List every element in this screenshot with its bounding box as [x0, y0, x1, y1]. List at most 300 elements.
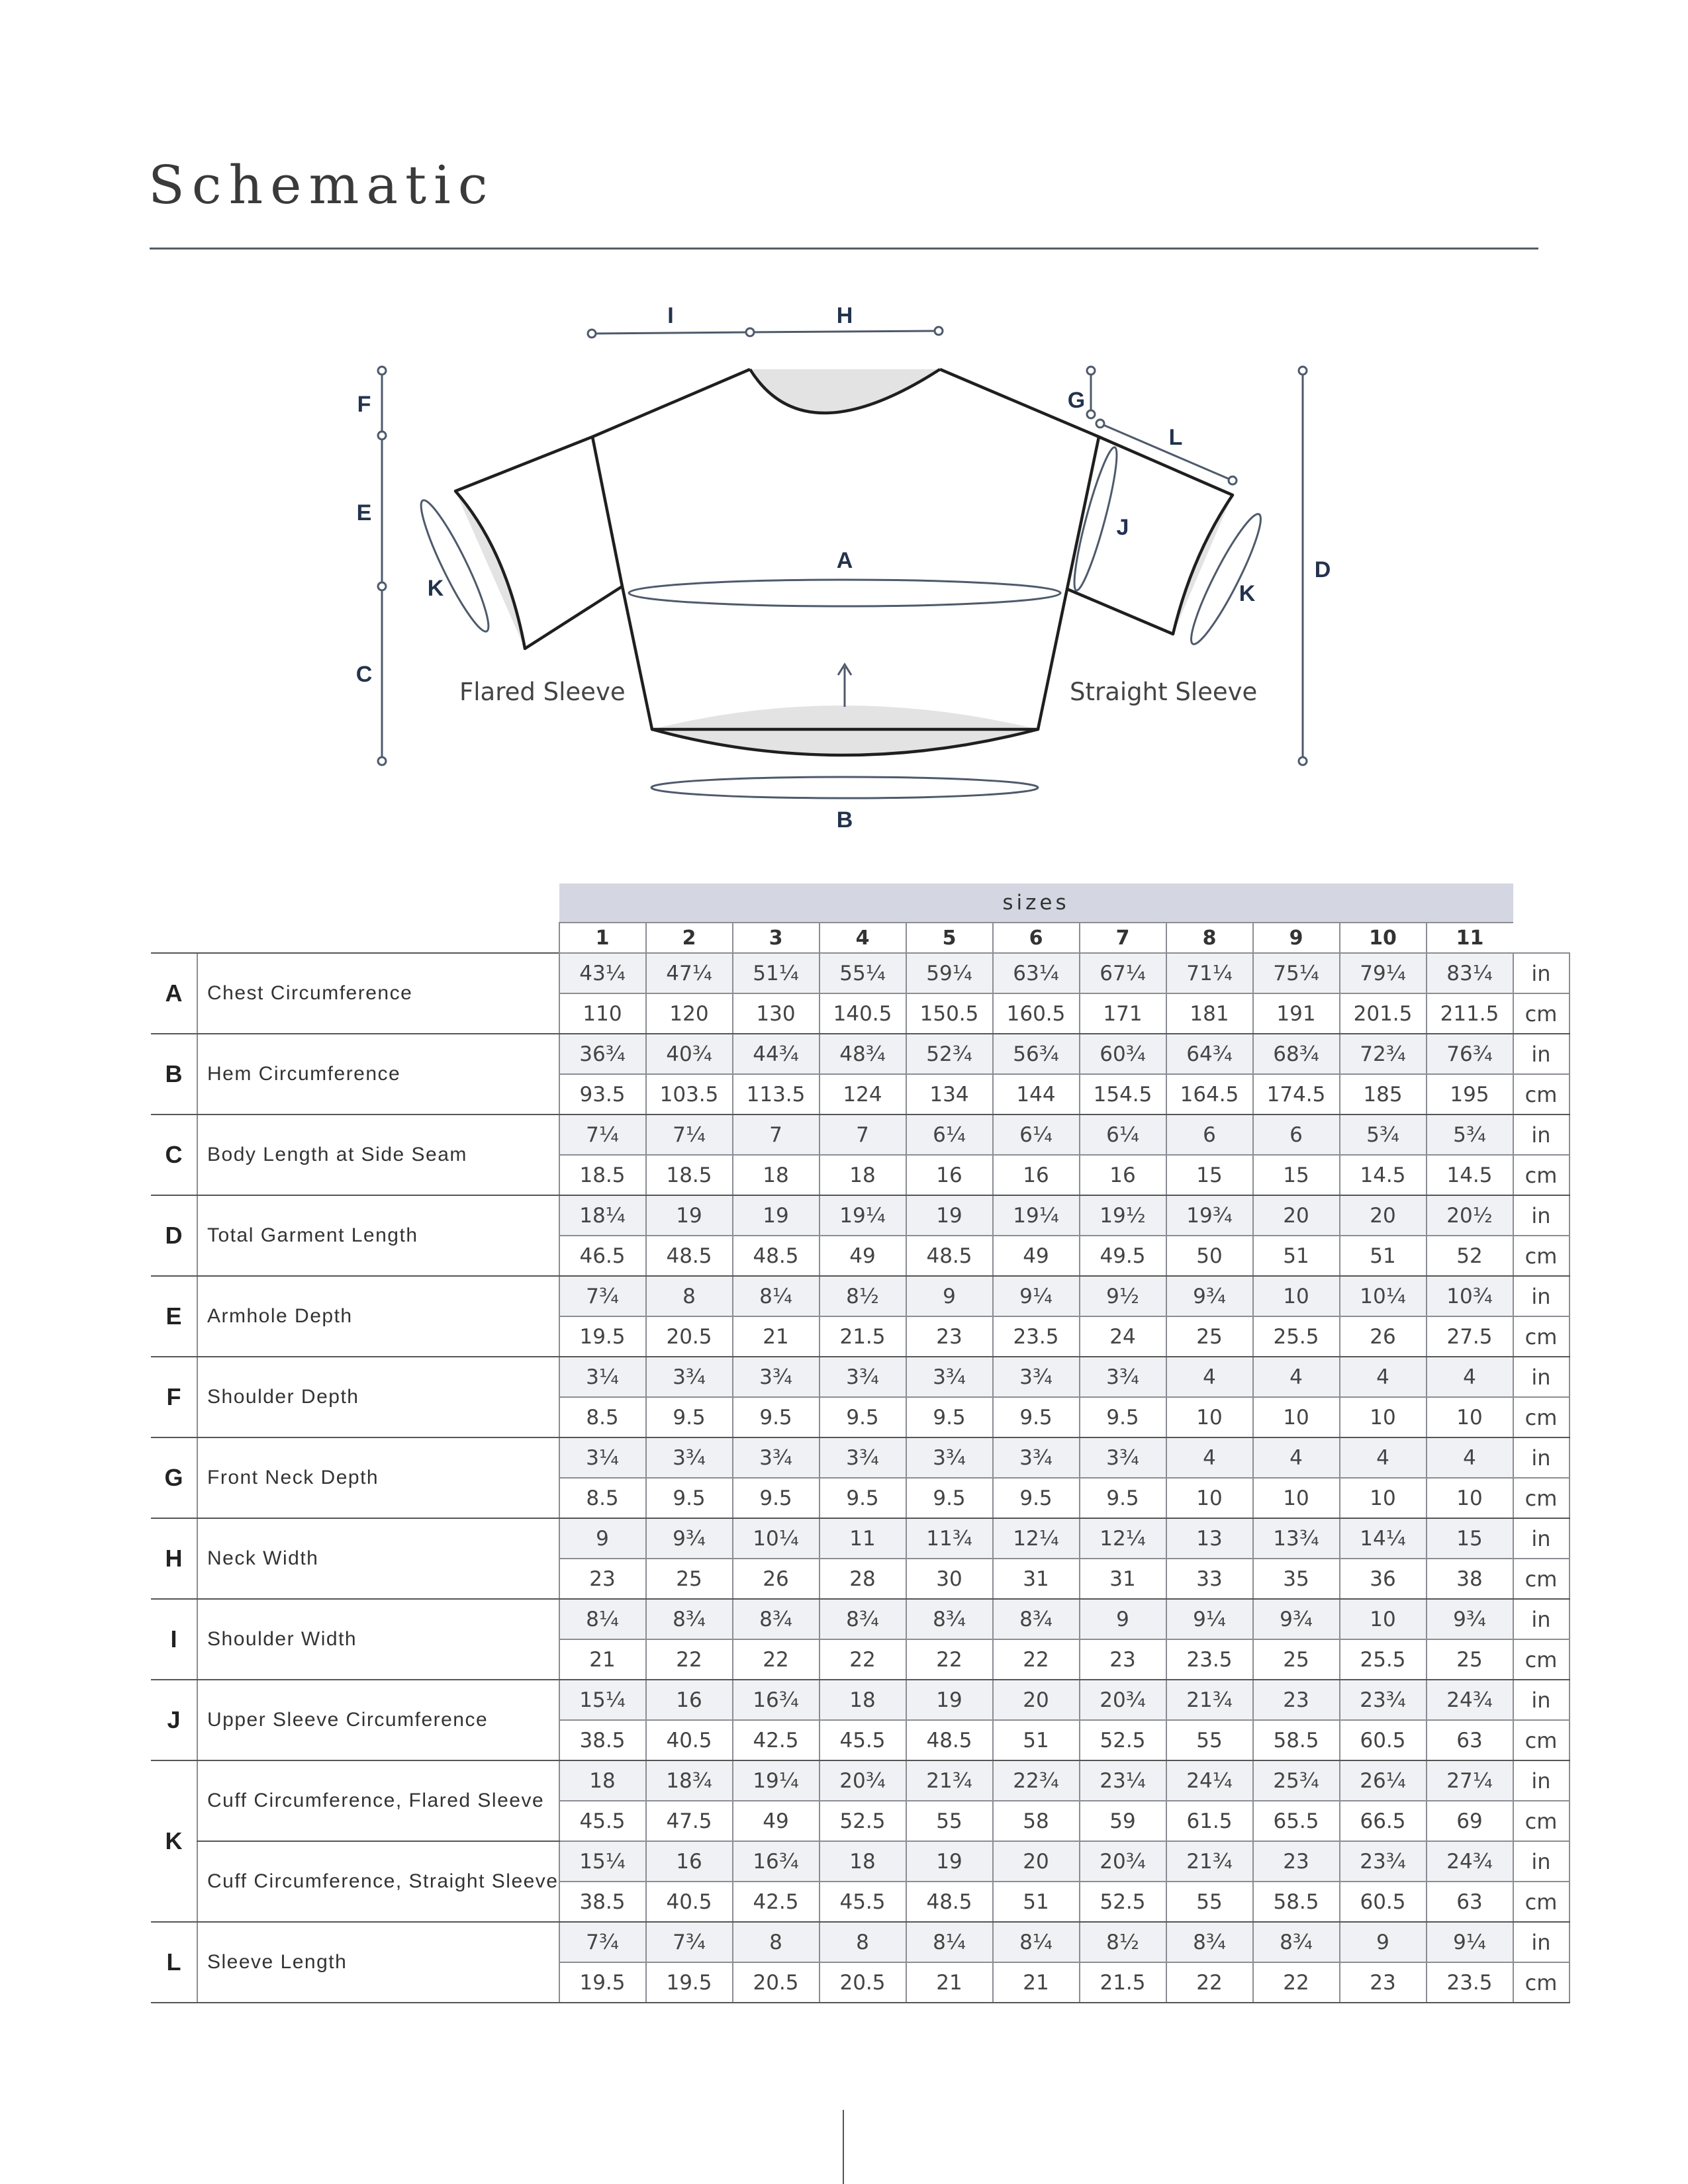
value-in-cell: 51¼ [733, 953, 820, 993]
value-in-cell: 8¾ [1253, 1922, 1340, 1962]
value-in-cell: 13 [1166, 1518, 1253, 1559]
value-in-cell: 3¾ [733, 1357, 820, 1397]
value-in-cell: 8 [820, 1922, 906, 1962]
value-in-cell: 43¼ [559, 953, 646, 993]
value-cm-cell: 50 [1166, 1236, 1253, 1276]
unit-in-label: in [1513, 1922, 1570, 1962]
value-in-cell: 3¾ [820, 1357, 906, 1397]
value-cm-cell: 51 [1340, 1236, 1427, 1276]
value-in-cell: 25¾ [1253, 1760, 1340, 1801]
value-cm-cell: 51 [1253, 1236, 1340, 1276]
value-in-cell: 7¼ [559, 1115, 646, 1155]
value-in-cell: 52¾ [906, 1034, 993, 1074]
value-cm-cell: 22 [820, 1639, 906, 1680]
measurement-letter: K [151, 1760, 197, 1922]
label-b: B [836, 807, 853, 833]
value-in-cell: 16¾ [733, 1680, 820, 1720]
value-in-cell: 9 [906, 1276, 993, 1316]
value-cm-cell: 124 [820, 1074, 906, 1115]
value-cm-cell: 55 [906, 1801, 993, 1841]
value-in-cell: 13¾ [1253, 1518, 1340, 1559]
value-in-cell: 20¾ [820, 1760, 906, 1801]
label-e: E [356, 500, 372, 525]
label-a: A [836, 548, 853, 573]
label-l: L [1168, 425, 1183, 450]
value-cm-cell: 23 [559, 1559, 646, 1599]
value-cm-cell: 9.5 [1080, 1478, 1166, 1518]
label-k-right: K [1239, 581, 1256, 606]
value-in-cell: 24¾ [1427, 1680, 1513, 1720]
value-in-cell: 24¾ [1427, 1841, 1513, 1882]
table-row-in [151, 1922, 1570, 1962]
value-in-cell: 20 [1253, 1195, 1340, 1236]
value-cm-cell: 9.5 [993, 1397, 1080, 1437]
table-row-in [151, 1841, 1570, 1882]
value-cm-cell: 18.5 [646, 1155, 733, 1195]
value-cm-cell: 48.5 [733, 1236, 820, 1276]
measurement-name: Shoulder Width [197, 1599, 559, 1680]
size-header-cell: 3 [733, 923, 820, 953]
table-row-in [151, 1437, 1570, 1478]
sizes-header-row [151, 884, 1570, 923]
value-in-cell: 15¼ [559, 1841, 646, 1882]
value-in-cell: 20 [1340, 1195, 1427, 1236]
value-in-cell: 9¾ [1166, 1276, 1253, 1316]
value-in-cell: 16 [646, 1680, 733, 1720]
unit-in-label: in [1513, 953, 1570, 993]
value-cm-cell: 19.5 [559, 1316, 646, 1357]
value-cm-cell: 10 [1340, 1397, 1427, 1437]
page-title: Schematic [148, 154, 495, 216]
value-cm-cell: 45.5 [820, 1720, 906, 1760]
value-in-cell: 3¾ [1080, 1357, 1166, 1397]
value-cm-cell: 164.5 [1166, 1074, 1253, 1115]
value-in-cell: 19½ [1080, 1195, 1166, 1236]
value-in-cell: 23 [1253, 1680, 1340, 1720]
value-cm-cell: 48.5 [906, 1720, 993, 1760]
table-row-in [151, 1195, 1570, 1236]
value-in-cell: 48¾ [820, 1034, 906, 1074]
value-cm-cell: 160.5 [993, 993, 1080, 1034]
value-cm-cell: 36 [1340, 1559, 1427, 1599]
value-in-cell: 18¾ [646, 1760, 733, 1801]
value-in-cell: 56¾ [993, 1034, 1080, 1074]
value-in-cell: 72¾ [1340, 1034, 1427, 1074]
unit-in-label: in [1513, 1599, 1570, 1639]
value-cm-cell: 35 [1253, 1559, 1340, 1599]
value-cm-cell: 15 [1253, 1155, 1340, 1195]
value-cm-cell: 59 [1080, 1801, 1166, 1841]
value-in-cell: 3¾ [820, 1437, 906, 1478]
value-in-cell: 23¾ [1340, 1841, 1427, 1882]
value-cm-cell: 21.5 [820, 1316, 906, 1357]
table-row-in [151, 953, 1570, 993]
value-in-cell: 9 [559, 1518, 646, 1559]
value-cm-cell: 42.5 [733, 1882, 820, 1922]
left-cuff-shading [455, 491, 525, 649]
measurement-letter: C [151, 1115, 197, 1195]
value-cm-cell: 21 [993, 1962, 1080, 2003]
size-header-cell: 8 [1166, 923, 1253, 953]
value-in-cell: 9½ [1080, 1276, 1166, 1316]
value-in-cell: 83¼ [1427, 953, 1513, 993]
page-footer-divider [843, 2110, 844, 2184]
value-in-cell: 36¾ [559, 1034, 646, 1074]
value-cm-cell: 21 [906, 1962, 993, 2003]
value-cm-cell: 51 [993, 1882, 1080, 1922]
value-in-cell: 18 [820, 1680, 906, 1720]
measurement-name: Neck Width [197, 1518, 559, 1599]
value-in-cell: 20 [993, 1841, 1080, 1882]
value-cm-cell: 65.5 [1253, 1801, 1340, 1841]
value-cm-cell: 22 [993, 1639, 1080, 1680]
value-cm-cell: 38.5 [559, 1882, 646, 1922]
value-in-cell: 18¼ [559, 1195, 646, 1236]
value-cm-cell: 52.5 [1080, 1720, 1166, 1760]
value-in-cell: 8½ [820, 1276, 906, 1316]
value-in-cell: 4 [1427, 1357, 1513, 1397]
value-cm-cell: 51 [993, 1720, 1080, 1760]
value-in-cell: 10¼ [1340, 1276, 1427, 1316]
value-in-cell: 3¾ [906, 1437, 993, 1478]
measurement-name: Shoulder Depth [197, 1357, 559, 1437]
unit-cm-label: cm [1513, 1639, 1570, 1680]
value-cm-cell: 10 [1253, 1397, 1340, 1437]
value-in-cell: 3¾ [906, 1357, 993, 1397]
value-cm-cell: 31 [993, 1559, 1080, 1599]
value-cm-cell: 9.5 [733, 1397, 820, 1437]
value-cm-cell: 113.5 [733, 1074, 820, 1115]
value-cm-cell: 42.5 [733, 1720, 820, 1760]
value-in-cell: 4 [1340, 1357, 1427, 1397]
measurement-letter: I [151, 1599, 197, 1680]
value-cm-cell: 31 [1080, 1559, 1166, 1599]
table-row-in [151, 1034, 1570, 1074]
measurement-name: Body Length at Side Seam [197, 1115, 559, 1195]
measurement-letter: E [151, 1276, 197, 1357]
value-cm-cell: 10 [1427, 1478, 1513, 1518]
value-in-cell: 10 [1340, 1599, 1427, 1639]
value-cm-cell: 9.5 [733, 1478, 820, 1518]
measurement-name: Armhole Depth [197, 1276, 559, 1357]
value-in-cell: 59¼ [906, 953, 993, 993]
value-in-cell: 47¼ [646, 953, 733, 993]
value-cm-cell: 48.5 [906, 1882, 993, 1922]
table-row-in [151, 1760, 1570, 1801]
value-cm-cell: 23.5 [1427, 1962, 1513, 2003]
value-in-cell: 4 [1253, 1437, 1340, 1478]
value-cm-cell: 55 [1166, 1720, 1253, 1760]
value-in-cell: 12¼ [993, 1518, 1080, 1559]
value-cm-cell: 195 [1427, 1074, 1513, 1115]
measurement-name: Front Neck Depth [197, 1437, 559, 1518]
value-cm-cell: 16 [993, 1155, 1080, 1195]
value-in-cell: 21¾ [906, 1760, 993, 1801]
value-cm-cell: 69 [1427, 1801, 1513, 1841]
value-in-cell: 20¾ [1080, 1841, 1166, 1882]
value-cm-cell: 9.5 [646, 1478, 733, 1518]
value-in-cell: 63¼ [993, 953, 1080, 993]
size-header-cell: 6 [993, 923, 1080, 953]
value-in-cell: 8½ [1080, 1922, 1166, 1962]
unit-cm-label: cm [1513, 1801, 1570, 1841]
value-in-cell: 4 [1166, 1357, 1253, 1397]
value-in-cell: 8¼ [906, 1922, 993, 1962]
size-row-spacer [151, 923, 559, 953]
value-in-cell: 7¾ [559, 1922, 646, 1962]
value-cm-cell: 45.5 [820, 1882, 906, 1922]
value-in-cell: 4 [1427, 1437, 1513, 1478]
value-in-cell: 6 [1166, 1115, 1253, 1155]
value-in-cell: 9¼ [1166, 1599, 1253, 1639]
value-cm-cell: 10 [1340, 1478, 1427, 1518]
unit-in-label: in [1513, 1760, 1570, 1801]
value-cm-cell: 25.5 [1340, 1639, 1427, 1680]
value-cm-cell: 93.5 [559, 1074, 646, 1115]
table-row-in [151, 1599, 1570, 1639]
value-in-cell: 20½ [1427, 1195, 1513, 1236]
table-row-in [151, 1518, 1570, 1559]
value-in-cell: 4 [1253, 1357, 1340, 1397]
value-in-cell: 8¾ [820, 1599, 906, 1639]
value-cm-cell: 18.5 [559, 1155, 646, 1195]
value-in-cell: 8¾ [733, 1599, 820, 1639]
value-cm-cell: 191 [1253, 993, 1340, 1034]
value-in-cell: 6¼ [1080, 1115, 1166, 1155]
value-in-cell: 6 [1253, 1115, 1340, 1155]
measurement-name: Hem Circumference [197, 1034, 559, 1115]
value-in-cell: 40¾ [646, 1034, 733, 1074]
value-in-cell: 19 [906, 1841, 993, 1882]
unit-in-label: in [1513, 1357, 1570, 1397]
value-cm-cell: 52.5 [1080, 1882, 1166, 1922]
value-cm-cell: 18 [820, 1155, 906, 1195]
value-cm-cell: 18 [733, 1155, 820, 1195]
value-cm-cell: 48.5 [646, 1236, 733, 1276]
value-cm-cell: 134 [906, 1074, 993, 1115]
value-in-cell: 5¾ [1340, 1115, 1427, 1155]
value-in-cell: 8¼ [993, 1922, 1080, 1962]
value-in-cell: 7¾ [646, 1922, 733, 1962]
value-in-cell: 67¼ [1080, 953, 1166, 993]
value-cm-cell: 38 [1427, 1559, 1513, 1599]
neckline-shading [750, 369, 940, 413]
label-g: G [1067, 388, 1086, 413]
label-d: D [1314, 557, 1331, 582]
value-cm-cell: 55 [1166, 1882, 1253, 1922]
value-cm-cell: 14.5 [1427, 1155, 1513, 1195]
value-in-cell: 7 [820, 1115, 906, 1155]
value-cm-cell: 22 [733, 1639, 820, 1680]
value-cm-cell: 49.5 [1080, 1236, 1166, 1276]
unit-cm-label: cm [1513, 1236, 1570, 1276]
value-cm-cell: 20.5 [646, 1316, 733, 1357]
unit-cm-label: cm [1513, 1478, 1570, 1518]
value-in-cell: 8 [646, 1276, 733, 1316]
value-in-cell: 24¼ [1166, 1760, 1253, 1801]
value-in-cell: 68¾ [1253, 1034, 1340, 1074]
value-in-cell: 75¼ [1253, 953, 1340, 993]
sizes-header: sizes [559, 884, 1513, 923]
value-cm-cell: 40.5 [646, 1720, 733, 1760]
value-cm-cell: 49 [993, 1236, 1080, 1276]
measurement-name: Total Garment Length [197, 1195, 559, 1276]
value-cm-cell: 30 [906, 1559, 993, 1599]
unit-in-label: in [1513, 1518, 1570, 1559]
value-cm-cell: 22 [1166, 1962, 1253, 2003]
size-header-cell: 7 [1080, 923, 1166, 953]
value-in-cell: 10 [1253, 1276, 1340, 1316]
value-cm-cell: 25 [646, 1559, 733, 1599]
size-header-cell: 1 [559, 923, 646, 953]
value-in-cell: 22¾ [993, 1760, 1080, 1801]
value-in-cell: 8¾ [1166, 1922, 1253, 1962]
unit-cm-label: cm [1513, 1962, 1570, 2003]
value-cm-cell: 26 [1340, 1316, 1427, 1357]
value-in-cell: 6¼ [993, 1115, 1080, 1155]
value-in-cell: 8 [733, 1922, 820, 1962]
table-row-in [151, 1115, 1570, 1155]
value-cm-cell: 8.5 [559, 1397, 646, 1437]
value-in-cell: 23¾ [1340, 1680, 1427, 1720]
value-cm-cell: 9.5 [993, 1478, 1080, 1518]
value-in-cell: 8¾ [906, 1599, 993, 1639]
measurement-letter: A [151, 953, 197, 1034]
value-in-cell: 9 [1080, 1599, 1166, 1639]
value-in-cell: 3¼ [559, 1437, 646, 1478]
value-in-cell: 5¾ [1427, 1115, 1513, 1155]
value-cm-cell: 26 [733, 1559, 820, 1599]
value-cm-cell: 14.5 [1340, 1155, 1427, 1195]
value-cm-cell: 22 [646, 1639, 733, 1680]
unit-in-label: in [1513, 1115, 1570, 1155]
label-k-left: K [427, 576, 444, 601]
value-cm-cell: 66.5 [1340, 1801, 1427, 1841]
table-corner [151, 884, 559, 923]
value-cm-cell: 10 [1166, 1478, 1253, 1518]
value-cm-cell: 181 [1166, 993, 1253, 1034]
unit-cm-label: cm [1513, 1074, 1570, 1115]
value-cm-cell: 110 [559, 993, 646, 1034]
unit-in-label: in [1513, 1437, 1570, 1478]
value-cm-cell: 23.5 [993, 1316, 1080, 1357]
value-cm-cell: 58.5 [1253, 1720, 1340, 1760]
size-header-cell: 9 [1253, 923, 1340, 953]
value-in-cell: 12¼ [1080, 1518, 1166, 1559]
value-cm-cell: 211.5 [1427, 993, 1513, 1034]
measurement-name: Cuff Circumference, Flared Sleeve [197, 1760, 559, 1841]
value-cm-cell: 9.5 [646, 1397, 733, 1437]
value-in-cell: 16¾ [733, 1841, 820, 1882]
value-in-cell: 76¾ [1427, 1034, 1513, 1074]
value-cm-cell: 16 [906, 1155, 993, 1195]
measurement-letter: G [151, 1437, 197, 1518]
table-row-in [151, 1357, 1570, 1397]
value-in-cell: 79¼ [1340, 953, 1427, 993]
value-cm-cell: 23 [1340, 1962, 1427, 2003]
unit-cm-label: cm [1513, 1155, 1570, 1195]
value-cm-cell: 58 [993, 1801, 1080, 1841]
value-cm-cell: 46.5 [559, 1236, 646, 1276]
value-cm-cell: 140.5 [820, 993, 906, 1034]
value-in-cell: 8¼ [559, 1599, 646, 1639]
value-in-cell: 7 [733, 1115, 820, 1155]
value-in-cell: 16 [646, 1841, 733, 1882]
unit-cm-label: cm [1513, 1559, 1570, 1599]
value-in-cell: 44¾ [733, 1034, 820, 1074]
measurement-letter: D [151, 1195, 197, 1276]
value-cm-cell: 130 [733, 993, 820, 1034]
value-in-cell: 9¼ [1427, 1922, 1513, 1962]
measurement-name: Chest Circumference [197, 953, 559, 1034]
value-in-cell: 18 [820, 1841, 906, 1882]
value-cm-cell: 58.5 [1253, 1882, 1340, 1922]
value-cm-cell: 10 [1253, 1478, 1340, 1518]
unit-cm-label: cm [1513, 1882, 1570, 1922]
value-cm-cell: 47.5 [646, 1801, 733, 1841]
value-cm-cell: 61.5 [1166, 1801, 1253, 1841]
value-in-cell: 19¼ [733, 1760, 820, 1801]
value-cm-cell: 103.5 [646, 1074, 733, 1115]
size-header-cell: 10 [1340, 923, 1427, 953]
value-in-cell: 9 [1340, 1922, 1427, 1962]
value-in-cell: 3¾ [993, 1357, 1080, 1397]
value-cm-cell: 25.5 [1253, 1316, 1340, 1357]
value-cm-cell: 201.5 [1340, 993, 1427, 1034]
value-in-cell: 3¾ [1080, 1437, 1166, 1478]
size-header-cell: 5 [906, 923, 993, 953]
table-row-in [151, 1680, 1570, 1720]
measurement-name: Sleeve Length [197, 1922, 559, 2003]
value-in-cell: 19¾ [1166, 1195, 1253, 1236]
value-cm-cell: 49 [820, 1236, 906, 1276]
value-in-cell: 19 [906, 1195, 993, 1236]
value-in-cell: 3¼ [559, 1357, 646, 1397]
flared-sleeve-caption: Flared Sleeve [459, 678, 626, 706]
value-cm-cell: 154.5 [1080, 1074, 1166, 1115]
value-cm-cell: 23 [906, 1316, 993, 1357]
value-cm-cell: 63 [1427, 1882, 1513, 1922]
measurement-letter: J [151, 1680, 197, 1760]
value-cm-cell: 27.5 [1427, 1316, 1513, 1357]
value-in-cell: 10¾ [1427, 1276, 1513, 1316]
size-header-cell: 11 [1427, 923, 1513, 953]
value-in-cell: 11 [820, 1518, 906, 1559]
value-cm-cell: 9.5 [820, 1478, 906, 1518]
garment-schematic [0, 0, 1688, 860]
measurement-letter: L [151, 1922, 197, 2003]
value-cm-cell: 60.5 [1340, 1882, 1427, 1922]
size-numbers-row [151, 923, 1570, 953]
label-i: I [667, 303, 674, 328]
value-cm-cell: 150.5 [906, 993, 993, 1034]
value-cm-cell: 33 [1166, 1559, 1253, 1599]
value-in-cell: 8¼ [733, 1276, 820, 1316]
value-in-cell: 9¾ [646, 1518, 733, 1559]
value-cm-cell: 171 [1080, 993, 1166, 1034]
value-cm-cell: 174.5 [1253, 1074, 1340, 1115]
value-in-cell: 11¾ [906, 1518, 993, 1559]
measurement-letter: B [151, 1034, 197, 1115]
unit-in-label: in [1513, 1841, 1570, 1882]
value-cm-cell: 19.5 [559, 1962, 646, 2003]
value-cm-cell: 23 [1080, 1639, 1166, 1680]
unit-cm-label: cm [1513, 1397, 1570, 1437]
value-cm-cell: 22 [1253, 1962, 1340, 2003]
value-cm-cell: 60.5 [1340, 1720, 1427, 1760]
measurements-table [151, 884, 1570, 2003]
unit-in-label: in [1513, 1276, 1570, 1316]
